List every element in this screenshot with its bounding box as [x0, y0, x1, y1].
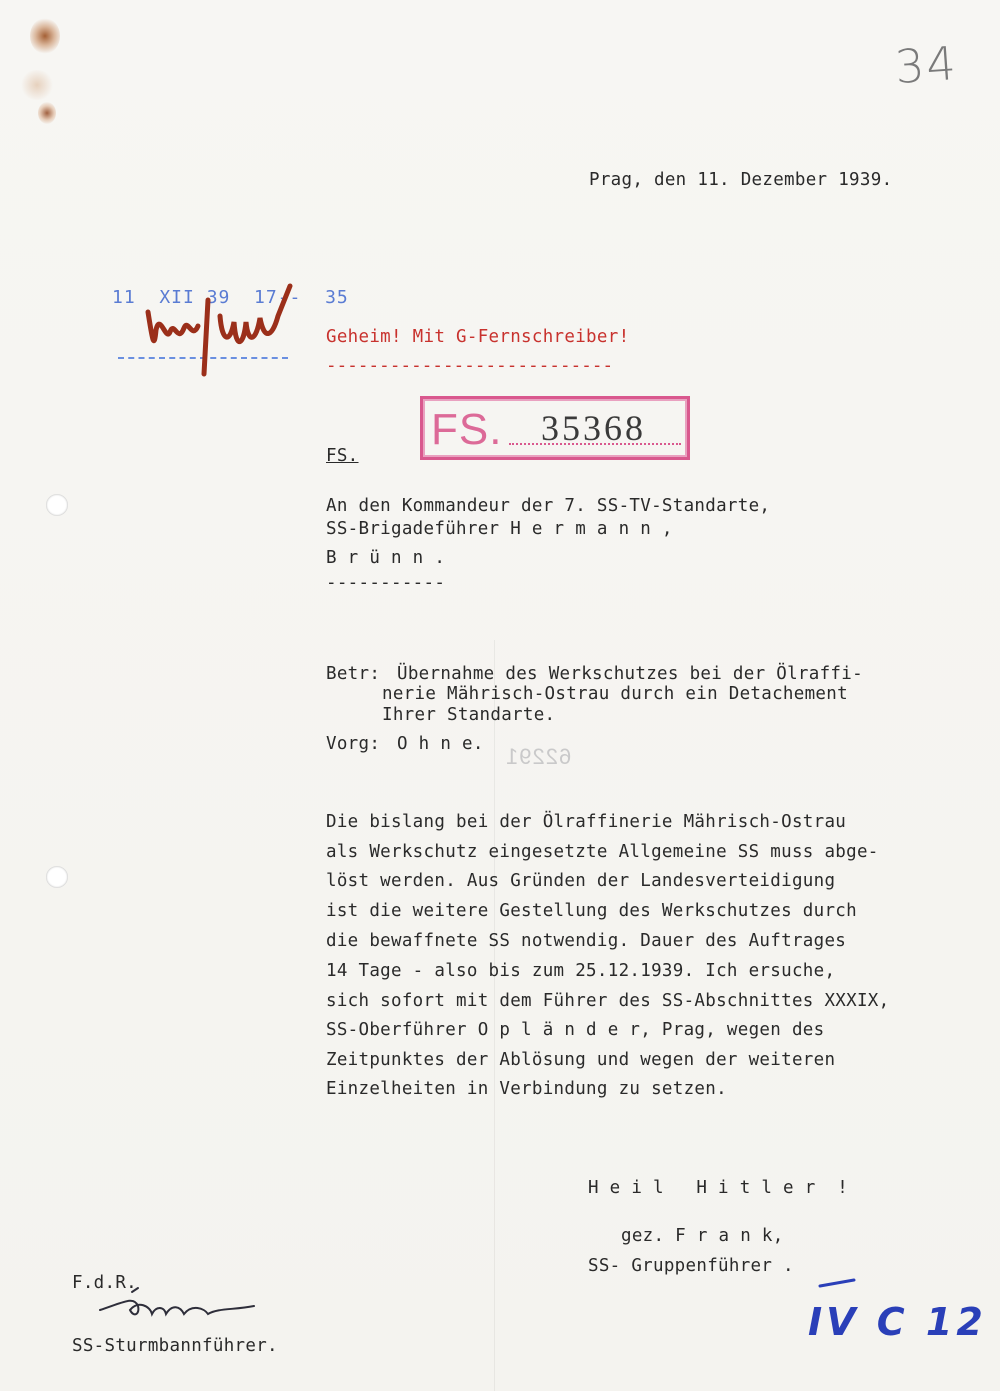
closing-signed: gez. F r a n k,	[621, 1226, 784, 1246]
bleed-through-stamp: 62291	[505, 744, 572, 769]
rust-stain	[30, 18, 60, 54]
body-line: als Werkschutz eingesetzte Allgemeine SS muss abge-	[326, 842, 879, 862]
receipt-stamp: 11 XII 39 17-- 35	[112, 287, 349, 308]
body-line: ist die weitere Gestellung des Werkschutzes durch	[326, 901, 857, 921]
certification-rank: SS-Sturmbannführer.	[72, 1336, 278, 1356]
body-line: Einzelheiten in Verbindung zu setzen.	[326, 1079, 727, 1099]
classification-heading: Geheim! Mit G-Fernschreiber!	[326, 327, 630, 347]
fs-stamp-label: FS.	[431, 405, 503, 454]
addressee-line-3: B r ü n n .	[326, 548, 446, 568]
closing-salutation: H e i l H i t l e r !	[588, 1178, 849, 1198]
archive-page-number: 34	[893, 35, 960, 95]
subject-line-3: Ihrer Standarte.	[382, 705, 556, 725]
subject-line-1: Übernahme des Werkschutzes bei der Ölraffi-	[397, 664, 863, 684]
body-line: die bewaffnete SS notwendig. Dauer des Auftrages	[326, 931, 847, 951]
addressee-line-1: An den Kommandeur der 7. SS-TV-Standarte,	[326, 496, 771, 516]
filing-note: IV C 12	[808, 1300, 987, 1344]
subject-label: Betr:	[326, 664, 381, 684]
classification-underline: ---------------------------	[326, 356, 614, 376]
certification-label: F.d.R.	[72, 1273, 138, 1293]
rust-stain	[38, 102, 56, 124]
receipt-initials-signature	[140, 282, 310, 392]
fs-stamp-number: 35368	[541, 408, 646, 448]
rust-stain	[20, 70, 54, 100]
body-line: Die bislang bei der Ölraffinerie Mährisch-Ostrau	[326, 812, 847, 832]
body-line: Zeitpunktes der Ablösung und wegen der weiteren	[326, 1050, 836, 1070]
subject-line-2: nerie Mährisch-Ostrau durch ein Detachement	[382, 684, 848, 704]
fs-telex-stamp	[420, 396, 690, 460]
filing-note-overline	[818, 1276, 858, 1290]
punch-hole	[46, 866, 68, 888]
body-line: löst werden. Aus Gründen der Landesverteidigung	[326, 871, 836, 891]
place-date: Prag, den 11. Dezember 1939.	[589, 170, 893, 190]
closing-rank: SS- Gruppenführer .	[588, 1256, 794, 1276]
body-line: 14 Tage - also bis zum 25.12.1939. Ich ersuche,	[326, 961, 836, 981]
body-line: SS-Oberführer O p l ä n d e r, Prag, wegen des	[326, 1020, 825, 1040]
paper-fold-line	[494, 640, 495, 1391]
fs-marker: FS.	[326, 446, 359, 466]
body-line: sich sofort mit dem Führer des SS-Abschnittes XXXIX,	[326, 991, 890, 1011]
addressee-underline: -----------	[326, 573, 446, 593]
addressee-line-2: SS-Brigadeführer H e r m a n n ,	[326, 519, 673, 539]
certification-signature	[94, 1288, 264, 1328]
reference-value: O h n e.	[397, 734, 484, 754]
reference-label: Vorg:	[326, 734, 381, 754]
punch-hole	[46, 494, 68, 516]
